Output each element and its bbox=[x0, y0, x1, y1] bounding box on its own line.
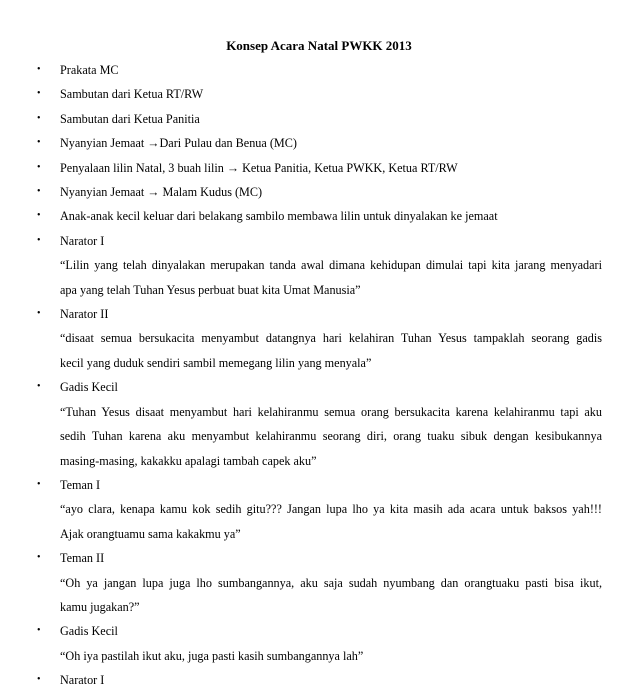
bullet-icon: • bbox=[37, 234, 41, 246]
dialogue-quote bbox=[60, 326, 602, 375]
item-label: Sambutan dari Ketua Panitia bbox=[60, 111, 200, 126]
bullet-icon: • bbox=[37, 186, 41, 198]
program-list bbox=[0, 58, 638, 693]
list-item bbox=[0, 668, 638, 692]
bullet-icon: • bbox=[37, 308, 41, 320]
list-item bbox=[0, 107, 638, 131]
bullet-icon: • bbox=[37, 478, 41, 490]
item-label: Nyanyian Jemaat → Malam Kudus (MC) bbox=[60, 185, 263, 200]
bullet-icon: • bbox=[37, 64, 41, 75]
quote-line: “ayo clara, kenapa kamu kok sedih gitu??? Jangan lupa lho ya kita masih ada acara untuk baksos yah!!! bbox=[60, 502, 602, 517]
quote-line: sedih Tuhan karena aku menyambut kelahiranmu seorang diri, orang tuaku sibuk dengan kesibukannya bbox=[60, 429, 602, 444]
item-label: Anak-anak kecil keluar dari belakang sambilo membawa lilin untuk dinyalakan ke jemaat bbox=[60, 209, 498, 224]
list-item bbox=[0, 375, 638, 473]
list-item bbox=[0, 180, 638, 204]
bullet-icon: • bbox=[37, 381, 41, 393]
dialogue-quote bbox=[60, 400, 602, 473]
bullet-icon: • bbox=[37, 161, 41, 173]
bullet-icon: • bbox=[37, 674, 41, 686]
dialogue-quote bbox=[60, 571, 602, 620]
bullet-icon: • bbox=[37, 210, 41, 222]
item-label: Teman I bbox=[60, 477, 101, 492]
item-label: Teman II bbox=[60, 551, 105, 566]
dialogue-quote bbox=[60, 644, 602, 668]
quote-line: “Tuhan Yesus disaat menyambut hari kelahiranmu semua orang bersukacita karena kelahiranmu tapi aku bbox=[60, 404, 602, 419]
quote-line: “Oh ya jangan lupa juga lho sumbangannya, aku saja sudah nyumbang dan orangtuaku pasti bisa ikut, bbox=[60, 575, 602, 590]
dialogue-quote bbox=[60, 497, 602, 546]
item-label: Gadis Kecil bbox=[60, 380, 118, 395]
list-item bbox=[0, 204, 638, 228]
dialogue-quote bbox=[60, 253, 602, 302]
item-label: Gadis Kecil bbox=[60, 624, 118, 639]
list-item bbox=[0, 131, 638, 155]
bullet-icon: • bbox=[37, 625, 41, 637]
document-title: Konsep Acara Natal PWKK 2013 bbox=[226, 38, 412, 53]
list-item bbox=[0, 58, 638, 82]
quote-line: kamu jugakan?” bbox=[60, 599, 140, 614]
item-label: Sambutan dari Ketua RT/RW bbox=[60, 87, 204, 102]
list-item bbox=[0, 546, 638, 619]
quote-line: apa yang telah Tuhan Yesus perbuat buat kita Umat Manusia” bbox=[60, 282, 361, 297]
quote-line: masing-masing, kakakku apalagi tambah capek aku” bbox=[60, 453, 317, 468]
list-item bbox=[0, 229, 638, 302]
list-item bbox=[0, 619, 638, 668]
list-item bbox=[0, 156, 638, 180]
quote-line: Ajak orangtuamu sama kakakmu ya” bbox=[60, 526, 241, 541]
item-label: Nyanyian Jemaat →Dari Pulau dan Benua (MC) bbox=[60, 136, 297, 151]
quote-line: “Lilin yang telah dinyalakan merupakan tanda awal dimana kehidupan dimulai tapi kita jarang menyadari bbox=[60, 258, 602, 273]
item-label: Narator II bbox=[60, 307, 109, 322]
bullet-icon: • bbox=[37, 112, 41, 124]
list-item bbox=[0, 473, 638, 546]
item-label: Narator I bbox=[60, 233, 105, 248]
list-item bbox=[0, 302, 638, 375]
quote-line: “Oh iya pastilah ikut aku, juga pasti kasih sumbangannya lah” bbox=[60, 648, 364, 663]
item-label: Penyalaan lilin Natal, 3 buah lilin → Ketua Panitia, Ketua PWKK, Ketua RT/RW bbox=[60, 160, 458, 175]
bullet-icon: • bbox=[37, 137, 41, 149]
item-label: Prakata MC bbox=[60, 63, 119, 77]
quote-line: kecil yang duduk sendiri sambil memegang lilin yang menyala” bbox=[60, 355, 372, 370]
item-label: Narator I bbox=[60, 673, 105, 688]
quote-line: “disaat semua bersukacita menyambut datangnya hari kelahiran Tuhan Yesus tampaklah seorang gadis bbox=[60, 331, 602, 346]
list-item bbox=[0, 82, 638, 106]
bullet-icon: • bbox=[37, 552, 41, 564]
bullet-icon: • bbox=[37, 88, 41, 100]
